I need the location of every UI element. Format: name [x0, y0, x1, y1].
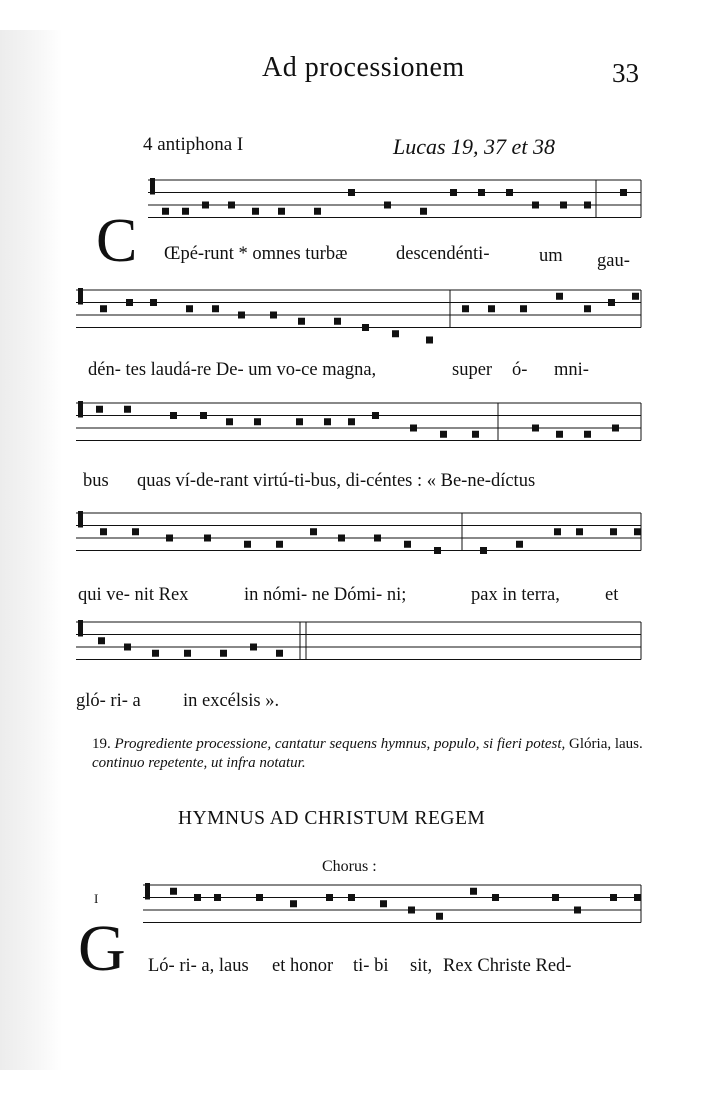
hymn-lyric-a: Ló- ri- a, laus — [148, 956, 249, 976]
neume — [426, 337, 433, 344]
hymn-initial: G — [78, 912, 126, 985]
neume — [516, 541, 523, 548]
neume — [462, 305, 469, 312]
hymn-lyric-b: et honor — [272, 956, 334, 976]
neume — [620, 189, 627, 196]
neume — [124, 406, 131, 413]
rubric-incipit: Glória, laus. — [569, 736, 643, 752]
neume — [166, 535, 173, 542]
lyric-line-1-d: gau- — [597, 251, 630, 271]
neume — [410, 425, 417, 432]
c-clef — [78, 620, 83, 637]
neume — [98, 637, 105, 644]
neume — [270, 312, 277, 319]
neume — [150, 299, 157, 306]
lyric-line-5-a: gló- ri- a — [76, 691, 141, 711]
neume — [252, 208, 259, 215]
neume — [374, 535, 381, 542]
neume — [220, 650, 227, 657]
neume — [472, 431, 479, 438]
neume — [610, 528, 617, 535]
neume — [404, 541, 411, 548]
hymn-lyric-e: Rex Christe Red- — [443, 956, 572, 976]
neume — [170, 412, 177, 419]
neume — [584, 431, 591, 438]
neume — [506, 189, 513, 196]
verse-number: I — [94, 891, 99, 906]
neume — [362, 324, 369, 331]
neume — [186, 305, 193, 312]
lyric-line-2-c: ó- — [512, 360, 528, 380]
c-clef — [145, 883, 150, 900]
neume — [226, 418, 233, 425]
hymn-lyric-d: sit, — [410, 956, 433, 976]
neume — [254, 418, 261, 425]
lyric-line-2-a: dén- tes laudá-re De- um vo-ce magna, — [88, 360, 377, 380]
lyric-line-1-a: Œpé-runt * omnes turbæ — [164, 244, 348, 264]
neume — [324, 418, 331, 425]
neume — [610, 894, 617, 901]
rubric-instruction-end: continuo repetente, ut infra notatur. — [92, 755, 306, 771]
c-clef — [78, 401, 83, 418]
neume — [228, 202, 235, 209]
c-clef — [78, 511, 83, 528]
neume — [532, 425, 539, 432]
neume — [298, 318, 305, 325]
hymn-lyric-c: ti- bi — [353, 956, 389, 976]
neume — [612, 425, 619, 432]
neume — [290, 900, 297, 907]
neume — [440, 431, 447, 438]
neume — [182, 208, 189, 215]
neume — [348, 189, 355, 196]
page-title: Ad processionem — [262, 52, 465, 83]
lyric-line-3-a: bus — [83, 471, 109, 491]
neume — [634, 528, 641, 535]
page-number: 33 — [612, 58, 639, 88]
neume — [132, 528, 139, 535]
neume — [480, 547, 487, 554]
antiphon-source: Lucas 19, 37 et 38 — [393, 134, 555, 159]
neume — [384, 202, 391, 209]
neume — [584, 202, 591, 209]
neume — [202, 202, 209, 209]
antiphon-label: 4 antiphona I — [143, 134, 244, 155]
neume — [250, 644, 257, 651]
neume — [124, 644, 131, 651]
neume — [436, 913, 443, 920]
lyric-line-4-a: qui ve- nit Rex — [78, 585, 189, 605]
neume — [278, 208, 285, 215]
c-clef — [150, 178, 155, 195]
neume — [314, 208, 321, 215]
antiphon-initial: C — [96, 207, 138, 275]
neume — [194, 894, 201, 901]
neume — [238, 312, 245, 319]
neume — [96, 406, 103, 413]
neume — [634, 894, 641, 901]
neume — [334, 318, 341, 325]
neume — [556, 293, 563, 300]
neume — [184, 650, 191, 657]
rubric-instruction: Progrediente processione, cantatur sequens hymnus, populo, si fieri potest, — [114, 736, 566, 752]
lyric-line-4-d: et — [605, 585, 619, 605]
rubric-number: 19. — [92, 736, 111, 752]
neume — [392, 330, 399, 337]
neume — [632, 293, 639, 300]
neume — [372, 412, 379, 419]
c-clef — [78, 288, 83, 305]
neume — [276, 650, 283, 657]
neume — [532, 202, 539, 209]
hymn-title: HYMNUS AD CHRISTUM REGEM — [178, 808, 486, 829]
neume — [420, 208, 427, 215]
neume — [520, 305, 527, 312]
rubric-text — [92, 735, 644, 773]
lyric-line-2-d: mni- — [554, 360, 589, 380]
neume — [256, 894, 263, 901]
neume — [554, 528, 561, 535]
chorus-label: Chorus : — [322, 858, 377, 875]
neume — [380, 900, 387, 907]
neume — [348, 894, 355, 901]
neume — [338, 535, 345, 542]
neume — [408, 907, 415, 914]
neume — [574, 907, 581, 914]
neume — [608, 299, 615, 306]
neume — [296, 418, 303, 425]
lyric-line-3-b: quas ví-de-rant virtú-ti-bus, di-céntes : « Be-ne-díctus — [137, 471, 536, 491]
neume — [326, 894, 333, 901]
neume — [552, 894, 559, 901]
neume — [470, 888, 477, 895]
neume — [450, 189, 457, 196]
neume — [584, 305, 591, 312]
neume — [478, 189, 485, 196]
neume — [276, 541, 283, 548]
neume — [492, 894, 499, 901]
lyric-line-4-c: pax in terra, — [471, 585, 560, 605]
neume — [310, 528, 317, 535]
neume — [204, 535, 211, 542]
neume — [488, 305, 495, 312]
neume — [214, 894, 221, 901]
lyric-line-5-b: in excélsis ». — [183, 691, 280, 711]
neume — [244, 541, 251, 548]
lyric-line-4-b: in nómi- ne Dómi- ni; — [244, 585, 407, 605]
lyric-line-2-b: super — [452, 360, 493, 380]
lyric-line-1-c: um — [539, 246, 563, 266]
neume — [100, 305, 107, 312]
neume — [126, 299, 133, 306]
neume — [348, 418, 355, 425]
lyric-line-1-b: descendénti- — [396, 244, 490, 264]
neume — [100, 528, 107, 535]
neume — [212, 305, 219, 312]
neume — [556, 431, 563, 438]
neume — [152, 650, 159, 657]
neume — [560, 202, 567, 209]
neume — [434, 547, 441, 554]
neume — [576, 528, 583, 535]
neume — [170, 888, 177, 895]
neume — [162, 208, 169, 215]
neume — [200, 412, 207, 419]
